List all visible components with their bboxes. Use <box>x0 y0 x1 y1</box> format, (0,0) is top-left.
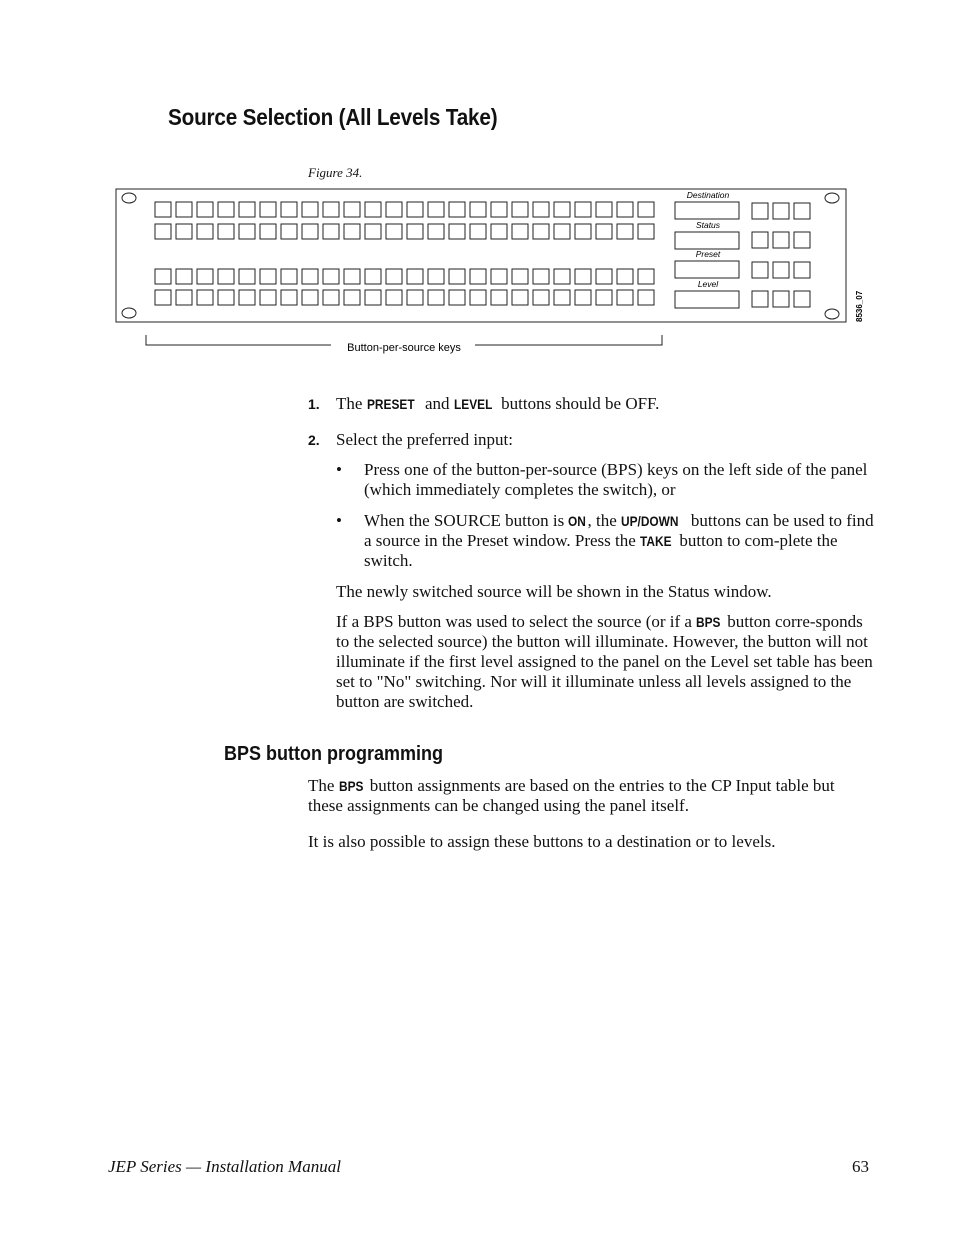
bps-key <box>323 202 339 217</box>
bps-key <box>197 202 213 217</box>
step-2 <box>308 430 878 452</box>
destination-label: Destination <box>686 190 730 200</box>
preset-window <box>675 261 739 278</box>
mount-hole-icon <box>825 193 839 203</box>
bps-key <box>407 290 423 305</box>
bps-key <box>323 269 339 284</box>
bps-key <box>281 202 297 217</box>
control-key <box>794 291 810 307</box>
bps-key <box>302 224 318 239</box>
control-key <box>752 203 768 219</box>
bps-key <box>281 224 297 239</box>
bps-key <box>218 269 234 284</box>
mount-hole-icon <box>122 193 136 203</box>
bps-key <box>554 202 570 217</box>
bps-key <box>155 290 171 305</box>
keyword-on: ON <box>568 513 587 529</box>
bps-key <box>449 290 465 305</box>
bps-key <box>428 269 444 284</box>
control-key <box>773 262 789 278</box>
bps-key <box>323 290 339 305</box>
control-key <box>752 291 768 307</box>
bps-key <box>323 224 339 239</box>
control-key <box>794 262 810 278</box>
bps-key <box>554 224 570 239</box>
bps-key <box>176 269 192 284</box>
bps-key <box>365 290 381 305</box>
control-key <box>752 262 768 278</box>
control-key <box>794 232 810 248</box>
paragraph-assign-destination: It is also possible to assign these buttons to a destination or to levels. <box>308 832 776 851</box>
bps-key <box>386 269 402 284</box>
bps-key <box>449 224 465 239</box>
bps-keys-label: Button-per-source keys <box>347 342 461 354</box>
bps-key <box>470 290 486 305</box>
panel-figure <box>115 188 875 358</box>
bps-key <box>428 224 444 239</box>
bullet-text: When the SOURCE button is ON, the UP/DOWN buttons can be used to find a source in the Preset window. Press the TAKE button to com-plete the switch. <box>364 511 874 570</box>
bps-key <box>218 202 234 217</box>
bps-key <box>638 269 654 284</box>
bps-key <box>533 224 549 239</box>
bps-key <box>218 290 234 305</box>
bps-key <box>638 290 654 305</box>
bps-key <box>239 224 255 239</box>
figure-id-label: 8536_07 <box>855 290 864 322</box>
paragraph-bps-assignments: The BPS button assignments are based on the entries to the CP Input table but these assignments can be changed using the panel itself. <box>308 776 835 815</box>
control-key <box>773 232 789 248</box>
bps-key <box>491 224 507 239</box>
bps-key <box>344 202 360 217</box>
bps-key <box>386 224 402 239</box>
bullet-text: Press one of the button-per-source (BPS) keys on the left side of the panel (which immediately completes the switch), or <box>364 460 868 499</box>
mount-hole-icon <box>825 309 839 319</box>
bps-key <box>218 224 234 239</box>
step-text: Select the preferred input: <box>336 430 514 449</box>
control-key <box>773 291 789 307</box>
step-1 <box>308 394 878 416</box>
bps-key <box>575 224 591 239</box>
bps-key <box>617 269 633 284</box>
bps-key <box>470 269 486 284</box>
bps-key <box>197 290 213 305</box>
bps-key <box>491 290 507 305</box>
bps-key <box>470 202 486 217</box>
bps-key <box>260 224 276 239</box>
bps-key <box>239 202 255 217</box>
mount-hole-icon <box>122 308 136 318</box>
bps-key <box>533 269 549 284</box>
bps-key <box>596 269 612 284</box>
level-label: Level <box>697 279 719 289</box>
bps-key <box>449 269 465 284</box>
bullet-2 <box>336 511 876 573</box>
bps-key <box>470 224 486 239</box>
keyword-up-down: UP/DOWN <box>621 513 679 529</box>
bps-key <box>533 290 549 305</box>
bps-key <box>491 269 507 284</box>
bps-key <box>344 269 360 284</box>
bps-key <box>512 202 528 217</box>
bps-key <box>512 290 528 305</box>
keyword-bps: BPS <box>338 778 364 794</box>
footer-title: JEP Series — Installation Manual <box>108 1157 341 1176</box>
bps-key <box>596 290 612 305</box>
panel-frame <box>116 189 846 322</box>
keyword-bps: BPS <box>696 614 721 630</box>
bps-key <box>491 202 507 217</box>
bps-key <box>575 202 591 217</box>
bps-key <box>386 202 402 217</box>
bps-key <box>533 202 549 217</box>
bps-key <box>617 202 633 217</box>
page-number: 63 <box>852 1157 869 1176</box>
keyword-preset: PRESET <box>366 396 415 412</box>
preset-label: Preset <box>695 249 721 259</box>
bps-key <box>449 202 465 217</box>
bps-key <box>281 290 297 305</box>
keyword-level: LEVEL <box>453 396 493 412</box>
status-window <box>675 232 739 249</box>
control-key-grid <box>752 203 810 307</box>
bps-key <box>197 224 213 239</box>
bps-key <box>365 202 381 217</box>
step-number: 2. <box>308 432 320 448</box>
bps-key <box>239 290 255 305</box>
bps-key <box>176 224 192 239</box>
bps-key <box>617 290 633 305</box>
bps-key <box>302 202 318 217</box>
step-number: 1. <box>308 396 320 412</box>
control-key <box>773 203 789 219</box>
bps-key <box>512 269 528 284</box>
keyword-take: TAKE <box>640 533 672 549</box>
bps-key <box>260 202 276 217</box>
bps-key <box>617 224 633 239</box>
bullet-1 <box>336 460 876 502</box>
step-text: The PRESET and LEVEL buttons should be OFF. <box>336 394 660 413</box>
bullet-mark: • <box>336 511 342 530</box>
bps-key <box>554 290 570 305</box>
bps-key <box>239 269 255 284</box>
bps-key <box>155 202 171 217</box>
bps-key <box>386 290 402 305</box>
panel-diagram <box>115 188 875 358</box>
paragraph-status: The newly switched source will be shown in the Status window. <box>336 582 772 601</box>
bps-key <box>407 202 423 217</box>
bps-key <box>155 224 171 239</box>
paragraph-bps-illuminate: If a BPS button was used to select the source (or if a BPS button corre-sponds to the selected source) the button will illuminate. However, the button will not illuminate if the first level assigned to the panel on the Level set table has been set to "No" switching. Nor will it illuminate unless all levels assigned to the button are switched. <box>336 612 873 711</box>
page-title: Source Selection (All Levels Take) <box>168 104 498 130</box>
bps-key <box>638 224 654 239</box>
control-key <box>794 203 810 219</box>
level-window <box>675 291 739 308</box>
bps-key <box>428 290 444 305</box>
bps-key <box>365 224 381 239</box>
bps-key <box>344 224 360 239</box>
bps-key <box>302 269 318 284</box>
bps-key <box>512 224 528 239</box>
destination-window <box>675 202 739 219</box>
bps-key <box>197 269 213 284</box>
bps-key <box>176 290 192 305</box>
bps-bracket-right <box>475 335 662 345</box>
bps-key <box>407 224 423 239</box>
figure-caption: Figure 34. <box>308 165 363 180</box>
control-key <box>752 232 768 248</box>
bps-key <box>260 269 276 284</box>
bps-key <box>281 269 297 284</box>
bps-key <box>407 269 423 284</box>
bps-key <box>428 202 444 217</box>
bps-bracket-left <box>146 335 331 345</box>
bps-key <box>260 290 276 305</box>
bps-key <box>596 202 612 217</box>
bps-key <box>176 202 192 217</box>
status-label: Status <box>695 220 721 230</box>
bps-key <box>596 224 612 239</box>
bps-key <box>638 202 654 217</box>
section-heading: BPS button programming <box>224 743 443 765</box>
bps-key <box>302 290 318 305</box>
bps-key <box>575 290 591 305</box>
bps-key <box>365 269 381 284</box>
bps-key-grid <box>155 202 654 305</box>
bps-key <box>344 290 360 305</box>
bps-key <box>155 269 171 284</box>
bps-key <box>554 269 570 284</box>
bullet-mark: • <box>336 460 342 479</box>
bps-key <box>575 269 591 284</box>
